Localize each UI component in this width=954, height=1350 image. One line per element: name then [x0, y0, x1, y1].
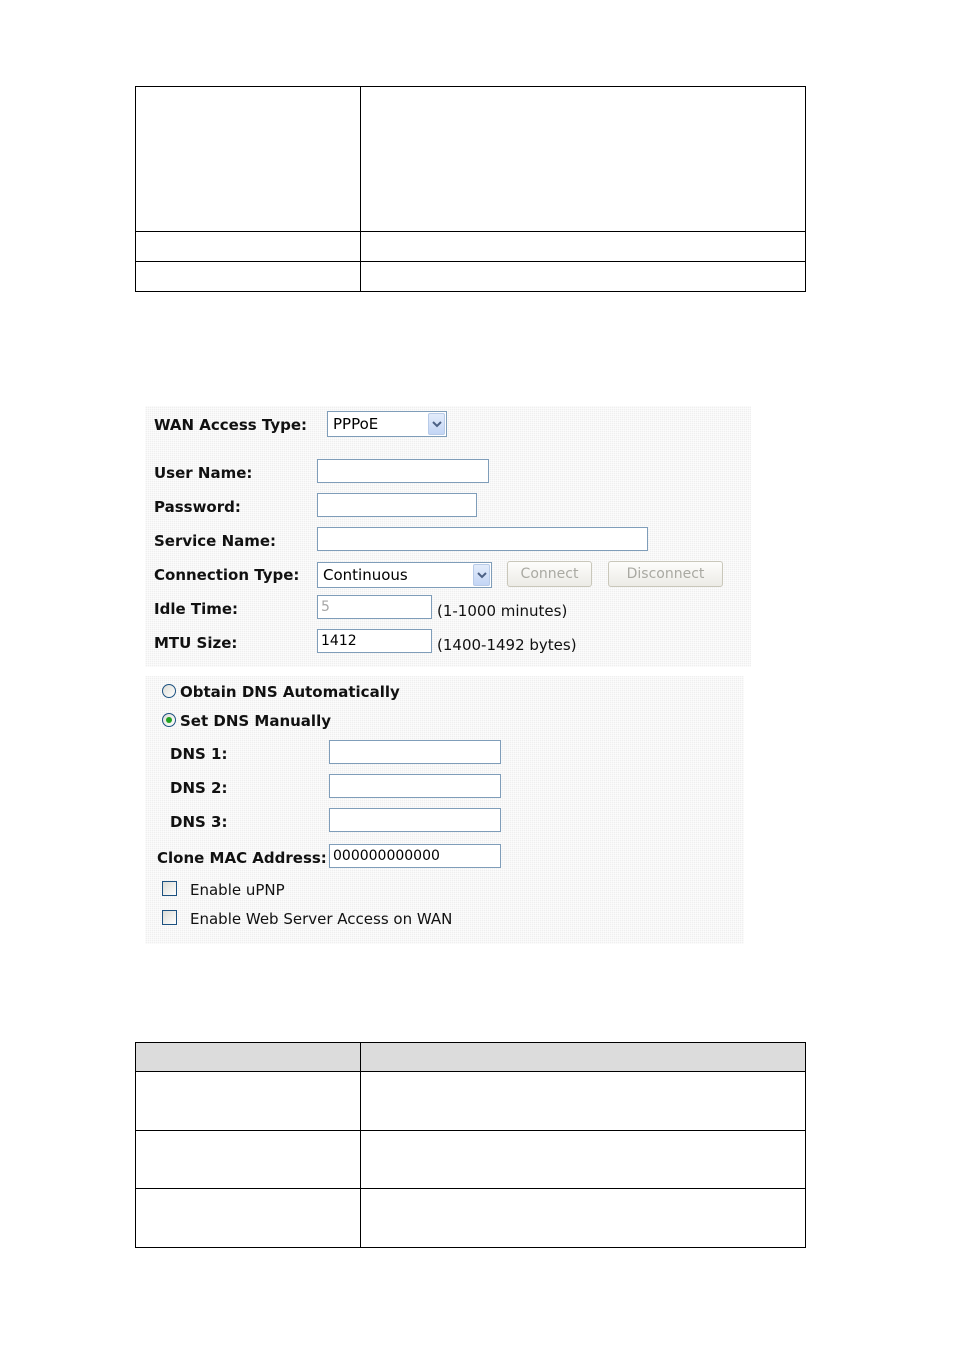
dns3-input[interactable]	[329, 808, 501, 832]
table-cell	[136, 1072, 361, 1131]
dns1-input[interactable]	[329, 740, 501, 764]
connection-type-label: Connection Type:	[154, 566, 300, 584]
wan-access-type-select[interactable]	[327, 411, 447, 437]
user-name-input[interactable]	[317, 459, 489, 483]
table-header-cell	[136, 1043, 361, 1072]
idle-time-input[interactable]: 5	[317, 595, 432, 619]
wan-access-type-value: PPPoE	[333, 415, 379, 433]
disconnect-button[interactable]: Disconnect	[608, 561, 723, 587]
wan-access-type-label: WAN Access Type:	[154, 416, 308, 434]
table-cell	[361, 232, 806, 262]
service-name-input[interactable]	[317, 527, 648, 551]
set-dns-manually-label: Set DNS Manually	[180, 712, 331, 730]
mtu-size-label: MTU Size:	[154, 634, 238, 652]
password-input[interactable]	[317, 493, 477, 517]
table-header-cell	[361, 1043, 806, 1072]
enable-upnp-checkbox[interactable]	[162, 881, 177, 896]
dns2-input[interactable]	[329, 774, 501, 798]
enable-web-access-checkbox[interactable]	[162, 910, 177, 925]
user-name-label: User Name:	[154, 464, 253, 482]
obtain-dns-auto-label: Obtain DNS Automatically	[180, 683, 400, 701]
clone-mac-label: Clone MAC Address:	[157, 849, 327, 867]
obtain-dns-auto-radio[interactable]	[162, 684, 176, 698]
dns2-label: DNS 2:	[170, 779, 228, 797]
clone-mac-input[interactable]: 000000000000	[329, 844, 501, 868]
table-cell	[136, 1189, 361, 1248]
table-cell	[136, 262, 361, 292]
connection-type-select[interactable]	[317, 562, 492, 588]
enable-web-access-label: Enable Web Server Access on WAN	[190, 910, 453, 928]
dns1-label: DNS 1:	[170, 745, 228, 763]
top-table	[135, 86, 806, 292]
connect-button[interactable]: Connect	[507, 561, 592, 587]
table-cell	[361, 87, 806, 232]
password-label: Password:	[154, 498, 241, 516]
table-cell	[136, 1131, 361, 1189]
table-cell	[136, 232, 361, 262]
table-cell	[361, 1072, 806, 1131]
idle-time-label: Idle Time:	[154, 600, 239, 618]
bottom-table	[135, 1042, 806, 1248]
enable-upnp-label: Enable uPNP	[190, 881, 285, 899]
mtu-size-hint: (1400-1492 bytes)	[437, 636, 577, 654]
chevron-down-icon	[428, 413, 445, 435]
mtu-size-input[interactable]: 1412	[317, 629, 432, 653]
connection-type-value: Continuous	[323, 566, 408, 584]
table-cell	[361, 1189, 806, 1248]
table-cell	[136, 87, 361, 232]
service-name-label: Service Name:	[154, 532, 277, 550]
table-cell	[361, 262, 806, 292]
set-dns-manually-radio[interactable]	[162, 713, 176, 727]
idle-time-hint: (1-1000 minutes)	[437, 602, 568, 620]
table-cell	[361, 1131, 806, 1189]
chevron-down-icon	[473, 564, 490, 586]
dns3-label: DNS 3:	[170, 813, 228, 831]
